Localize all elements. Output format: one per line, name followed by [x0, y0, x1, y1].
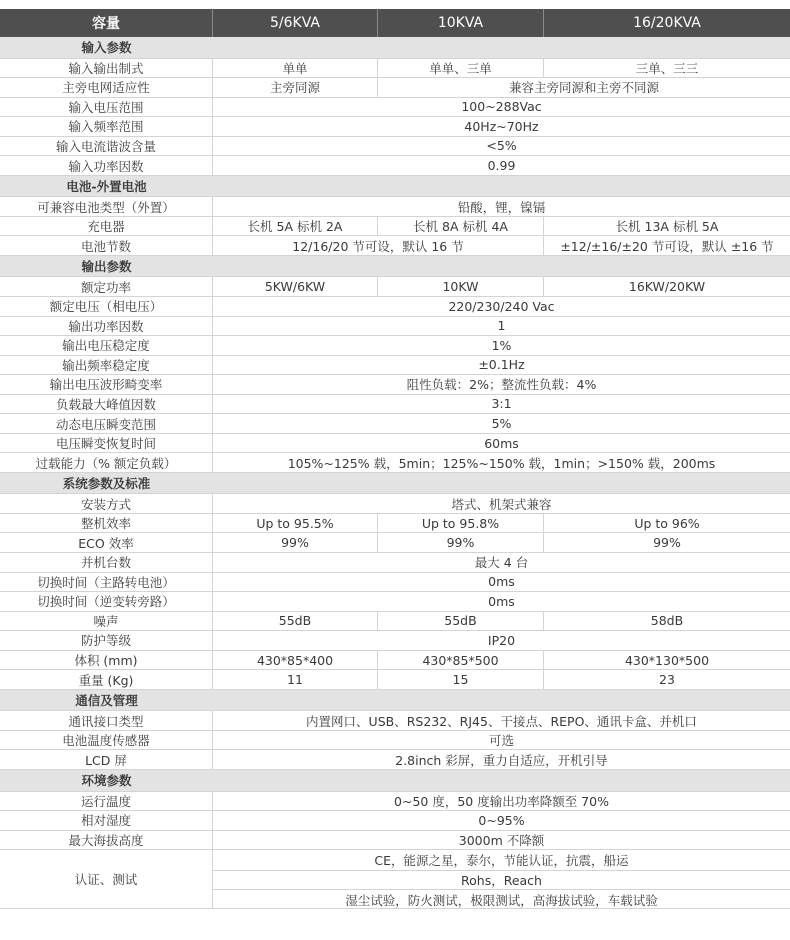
row-label: 最大海拔高度	[0, 831, 213, 850]
table-row	[0, 631, 790, 651]
row-label: 电池温度传感器	[0, 731, 213, 750]
row-label: 电池节数	[0, 236, 213, 255]
row-label: 噪声	[0, 612, 213, 631]
row-value: 铅酸，锂，镍镉	[457, 199, 546, 215]
row-value: 5%	[491, 416, 512, 432]
section-header	[0, 473, 790, 495]
table-row	[0, 811, 790, 831]
table-row	[0, 553, 790, 573]
row-value: 16KW/20KW	[543, 277, 790, 296]
section-title: 通信及管理	[75, 693, 138, 709]
row-value: 58dB	[543, 612, 790, 631]
section-header	[0, 690, 790, 712]
section-header	[0, 37, 790, 59]
row-value: 0.99	[487, 158, 516, 173]
row-label: 通讯接口类型	[0, 711, 213, 730]
table-row	[0, 711, 790, 731]
row-value: 3000m 不降额	[458, 832, 545, 848]
table-row	[0, 612, 790, 632]
row-label: 主旁电网适应性	[0, 78, 213, 97]
section-title: 输入参数	[81, 40, 132, 56]
row-value: ±12/±16/±20 节可设，默认 ±16 节	[543, 236, 790, 255]
spec-table	[0, 9, 790, 909]
table-row	[0, 336, 790, 356]
row-label: 输入频率范围	[0, 117, 213, 136]
row-value: 430*130*500	[543, 651, 790, 670]
header-label: 容量	[0, 9, 213, 37]
table-row	[0, 651, 790, 671]
section-header	[0, 770, 790, 792]
row-value: 主旁同源	[269, 80, 320, 96]
header-col-3: 16/20KVA	[543, 9, 790, 37]
row-label: 充电器	[0, 217, 213, 236]
row-value: 单单、三单	[377, 59, 543, 78]
row-value: 100~288Vac	[461, 99, 542, 115]
row-label: LCD 屏	[0, 750, 213, 769]
table-row	[0, 117, 790, 137]
table-row	[0, 317, 790, 337]
row-value: 430*85*500	[377, 651, 543, 670]
row-value: 99%	[377, 533, 543, 552]
row-value: IP20	[487, 632, 516, 648]
row-label: 输出功率因数	[0, 317, 213, 336]
row-value: 15	[377, 670, 543, 689]
header-col-2: 10KVA	[377, 9, 543, 37]
row-label: 切换时间（逆变转旁路）	[0, 592, 213, 611]
section-title: 电池-外置电池	[66, 179, 147, 195]
row-label: 输出电压稳定度	[0, 336, 213, 355]
table-row	[0, 356, 790, 376]
row-value: 55dB	[278, 613, 312, 629]
table-row	[0, 137, 790, 157]
table-row	[0, 573, 790, 593]
table-row	[0, 156, 790, 176]
row-value: 10KW	[377, 277, 543, 296]
section-title: 输出参数	[81, 259, 132, 275]
row-value: 55dB	[377, 612, 543, 631]
row-label: 动态电压瞬变范围	[0, 414, 213, 433]
row-value: 99%	[281, 535, 309, 551]
table-row	[0, 831, 790, 851]
row-value: 40Hz~70Hz	[464, 118, 539, 134]
row-value: 长机 13A 标机 5A	[543, 217, 790, 236]
row-value: Up to 95.5%	[256, 515, 334, 531]
table-row	[0, 395, 790, 415]
row-label: 重量 (Kg)	[0, 670, 213, 689]
row-value: CE，能源之星，泰尔，节能认证，抗震，船运	[374, 852, 629, 868]
section-header	[0, 176, 790, 198]
row-value: 105%~125% 载，5min；125%~150% 载，1min；>150% 载，200ms	[287, 455, 716, 471]
row-label: 认证、测试	[0, 850, 213, 908]
row-label: 运行温度	[0, 792, 213, 811]
table-header	[0, 9, 790, 37]
table-row	[0, 750, 790, 770]
row-label: 输出电压波形畸变率	[0, 375, 213, 394]
row-value: ±0.1Hz	[478, 357, 525, 373]
table-row	[0, 494, 790, 514]
table-row	[0, 670, 790, 690]
table-row	[0, 197, 790, 217]
row-value: 单单	[282, 60, 308, 76]
table-row	[0, 792, 790, 812]
row-value: 60ms	[484, 435, 519, 451]
row-value: Up to 95.8%	[377, 514, 543, 533]
row-value: 内置网口、USB、RS232、RJ45、干接点、REPO、通讯卡盒、并机口	[306, 713, 697, 729]
table-row	[0, 533, 790, 553]
row-label: 切换时间（主路转电池）	[0, 573, 213, 592]
row-label: 体积 (mm)	[0, 651, 213, 670]
row-value: 12/16/20 节可设，默认 16 节	[292, 238, 464, 254]
table-row	[0, 850, 790, 909]
row-label: 电压瞬变恢复时间	[0, 434, 213, 453]
row-value: 5KW/6KW	[264, 279, 326, 295]
row-value: 99%	[543, 533, 790, 552]
row-value: 11	[287, 672, 303, 688]
table-row	[0, 731, 790, 751]
table-row	[0, 217, 790, 237]
table-row	[0, 375, 790, 395]
table-row	[0, 514, 790, 534]
row-value: 0~50 度，50 度输出功率降额至 70%	[394, 793, 609, 809]
row-value: 220/230/240 Vac	[448, 298, 555, 314]
row-value: <5%	[486, 138, 517, 154]
table-row	[0, 592, 790, 612]
row-value: 可选	[488, 733, 514, 749]
row-value: 0~95%	[478, 812, 525, 828]
row-label: 输入输出制式	[0, 59, 213, 78]
row-value: Up to 96%	[543, 514, 790, 533]
table-row	[0, 98, 790, 118]
row-value: 塔式、机架式兼容	[451, 496, 552, 512]
row-label: 额定电压（相电压）	[0, 297, 213, 316]
row-value: 2.8inch 彩屏，重力自适应，开机引导	[395, 752, 608, 768]
row-label: 输入电流谐波含量	[0, 137, 213, 156]
table-row	[0, 434, 790, 454]
row-label: 可兼容电池类型（外置）	[0, 197, 213, 216]
row-value: 阻性负载：2%；整流性负载：4%	[406, 377, 597, 393]
row-label: 额定功率	[0, 277, 213, 296]
row-label: 并机台数	[0, 553, 213, 572]
row-label: 过载能力（% 额定负载）	[0, 453, 213, 472]
row-value: 1	[497, 318, 506, 334]
row-value: 3:1	[491, 396, 512, 412]
row-value: 430*85*400	[256, 652, 334, 668]
section-header	[0, 256, 790, 278]
row-label: ECO 效率	[0, 533, 213, 552]
row-label: 相对湿度	[0, 811, 213, 830]
table-row	[0, 236, 790, 256]
row-value: Rohs，Reach	[213, 870, 790, 890]
row-value: 长机 8A 标机 4A	[377, 217, 543, 236]
row-value: 三单、三三	[543, 59, 790, 78]
table-row	[0, 414, 790, 434]
header-col-1: 5/6KVA	[270, 15, 320, 31]
row-value: 1%	[491, 337, 512, 353]
table-row	[0, 59, 790, 79]
table-row	[0, 297, 790, 317]
row-value: 湿尘试验，防火测试，极限测试，高海拔试验，车载试验	[213, 889, 790, 909]
row-label: 安装方式	[0, 494, 213, 513]
row-value: 最大 4 台	[474, 555, 529, 571]
row-label: 输入功率因数	[0, 156, 213, 175]
row-value: 23	[543, 670, 790, 689]
row-label: 输出频率稳定度	[0, 356, 213, 375]
row-label: 防护等级	[0, 631, 213, 650]
row-value: 0ms	[488, 574, 515, 590]
row-value: 兼容主旁同源和主旁不同源	[377, 78, 790, 97]
table-row	[0, 453, 790, 473]
row-value: 0ms	[488, 593, 515, 609]
row-label: 整机效率	[0, 514, 213, 533]
section-title: 环境参数	[81, 773, 132, 789]
table-row	[0, 277, 790, 297]
row-label: 负载最大峰值因数	[0, 395, 213, 414]
row-label: 输入电压范围	[0, 98, 213, 117]
section-title: 系统参数及标准	[62, 476, 151, 492]
table-row	[0, 78, 790, 98]
row-value: 长机 5A 标机 2A	[247, 219, 343, 235]
